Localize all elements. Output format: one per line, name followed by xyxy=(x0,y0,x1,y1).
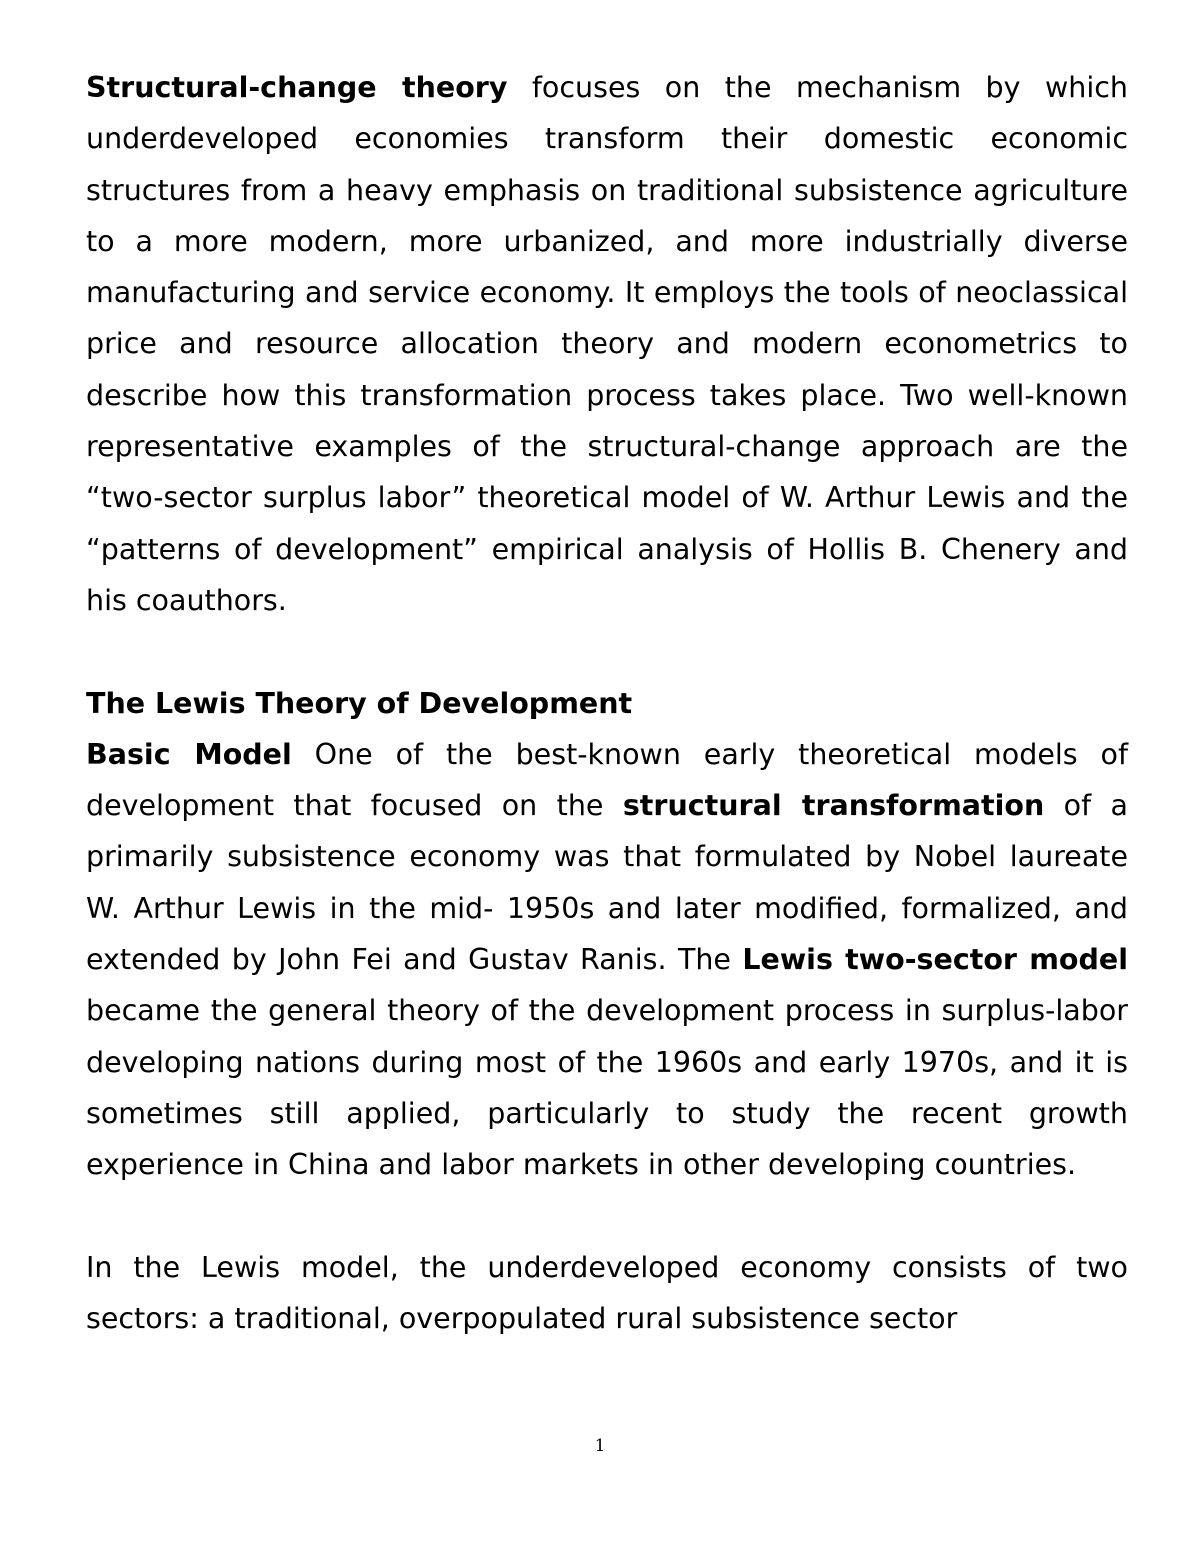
paragraph-text: of a primarily subsistence economy was that formulated by Nobel laureate W. Arthur Lewis in the mid- 1950s and later modified, formalized, and extended by John Fei and Gustav Ranis. The xyxy=(86,789,1128,977)
document-body xyxy=(86,62,1128,1344)
paragraph-basic-model xyxy=(86,729,1128,1191)
paragraph-structural-change xyxy=(86,62,1128,626)
term-structural-transformation: structural transformation xyxy=(622,789,1045,823)
paragraph-lewis-model-sectors xyxy=(86,1242,1128,1345)
term-structural-change-theory: Structural-change theory xyxy=(86,71,508,104)
term-basic-model: Basic Model xyxy=(86,737,292,771)
paragraph-spacer xyxy=(86,626,1128,677)
section-heading: The Lewis Theory of Development xyxy=(86,686,633,720)
paragraph-text: In the Lewis model, the underdeveloped economy consists of two sectors: a traditional, overpopulated rural subsistence sector xyxy=(86,1250,1128,1336)
page-number: 1 xyxy=(594,1436,606,1456)
term-lewis-two-sector-model: Lewis two-sector model xyxy=(742,943,1128,977)
paragraph-text: focuses on the mechanism by which underdeveloped economies transform their domestic economic structures from a heavy emphasis on traditional subsistence agriculture to a more modern, more urbanized, and more industrially diverse manufacturing and service economy. It employs the tools of neoclassical price and resource allocation theory and modern econometrics to describe how this transformation process takes place. Two well-known representative examples of the structural-change approach are the “two-sector surplus labor” theoretical model of W. Arthur Lewis and the “patterns of development” empirical analysis of Hollis B. Chenery and his coauthors. xyxy=(86,71,1128,617)
paragraph-text: became the general theory of the development process in surplus-labor developing nations during most of the 1960s and early 1970s, and it is sometimes still applied, particularly to study the recent growth experience in China and labor markets in other developing countries. xyxy=(86,994,1128,1182)
paragraph-text: One of the best-known early theoretical models of development that focused on the xyxy=(86,737,1128,823)
paragraph-spacer xyxy=(86,1191,1128,1242)
